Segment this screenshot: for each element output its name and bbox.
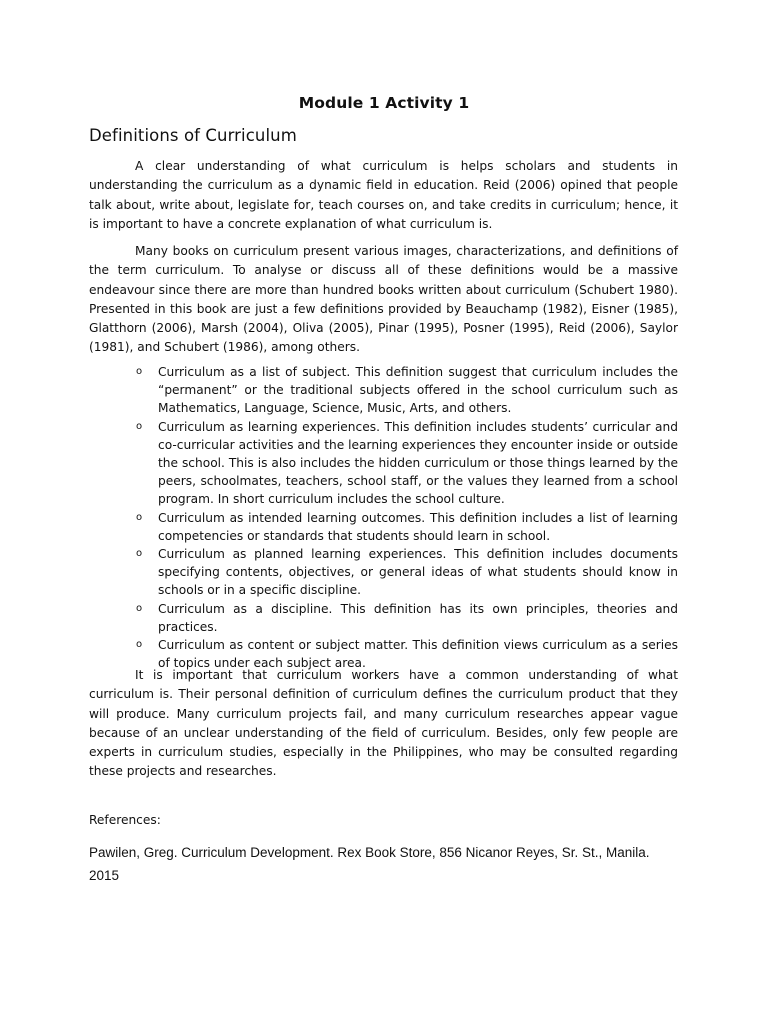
references-label: References: [89,813,161,827]
page-title: Module 1 Activity 1 [298,94,470,112]
list-item [136,600,678,636]
bullet-marker: o [136,548,143,560]
bullet-marker: o [136,511,143,523]
list-item-text: Curriculum as intended learning outcomes. This definition includes a list of learning competencies or standards that students should learn in school. [158,510,678,543]
intro-paragraph: A clear understanding of what curriculum is helps scholars and students in understanding the curriculum as a dynamic field in education. Reid (2006) opined that people talk about, write about, legislate for, teach courses on, and take credits in curriculum; hence, it is important to have a concrete explanation of what curriculum is. [89,159,678,231]
bullet-marker: o [136,366,143,377]
list-item [136,509,678,545]
list-item-text: Curriculum as a list of subject. This definition suggest that curriculum includes the “permanent” or the traditional subjects offered in the school curriculum such as Mathematics, Language, Science, Music, Arts, and others. [158,365,678,416]
reference-entry: Pawilen, Greg. Curriculum Development. Rex Book Store, 856 Nicanor Reyes, Sr. St., Manila. 2015 [89,845,650,883]
list-item [136,363,678,418]
bullet-marker: o [136,639,143,651]
section-heading: Definitions of Curriculum [89,126,297,145]
list-item [136,545,678,600]
list-item-text: Curriculum as planned learning experiences. This definition includes documents specifying contents, objectives, or general ideas of what students should know in schools or in a specific discipline. [158,547,678,598]
list-item-text: Curriculum as a discipline. This definition has its own principles, theories and practices. [158,601,678,634]
definitions-paragraph: Many books on curriculum present various images, characterizations, and definitions of the term curriculum. To analyse or discuss all of these definitions would be a massive endeavour since there are more than hundred books written about curriculum (Schubert 1980). Presented in this book are just a few definitions provided by Beauchamp (1982), Eisner (1985), Glatthorn (2006), Marsh (2004), Oliva (2005), Pinar (1995), Posner (1995), Reid (2006), Saylor (1981), and Schubert (1986), among others. [89,244,678,355]
definitions-list [136,363,678,672]
list-item-text: Curriculum as learning experiences. This definition includes students’ curricular and co-curricular activities and the learning experiences they encounter inside or outside the school. This is also includes the hidden curriculum or those things learned by the peers, schoolmates, teachers, school staff, or the values they learned from a school program. In short curriculum includes the school culture. [158,419,678,507]
bullet-marker: o [136,602,143,614]
bullet-marker: o [136,420,143,432]
list-item-text: Curriculum as content or subject matter. This definition views curriculum as a series of topics under each subject area. [158,638,678,671]
conclusion-paragraph: It is important that curriculum workers have a common understanding of what curriculum is. Their personal definition of curriculum defines the curriculum product that they will produce. Many curriculum projects fail, and many curriculum researches appear vague because of an unclear understanding of the field of curriculum. Besides, only few people are experts in curriculum studies, especially in the Philippines, who may be consulted regarding these projects and researches. [89,668,678,779]
list-item [136,418,678,509]
